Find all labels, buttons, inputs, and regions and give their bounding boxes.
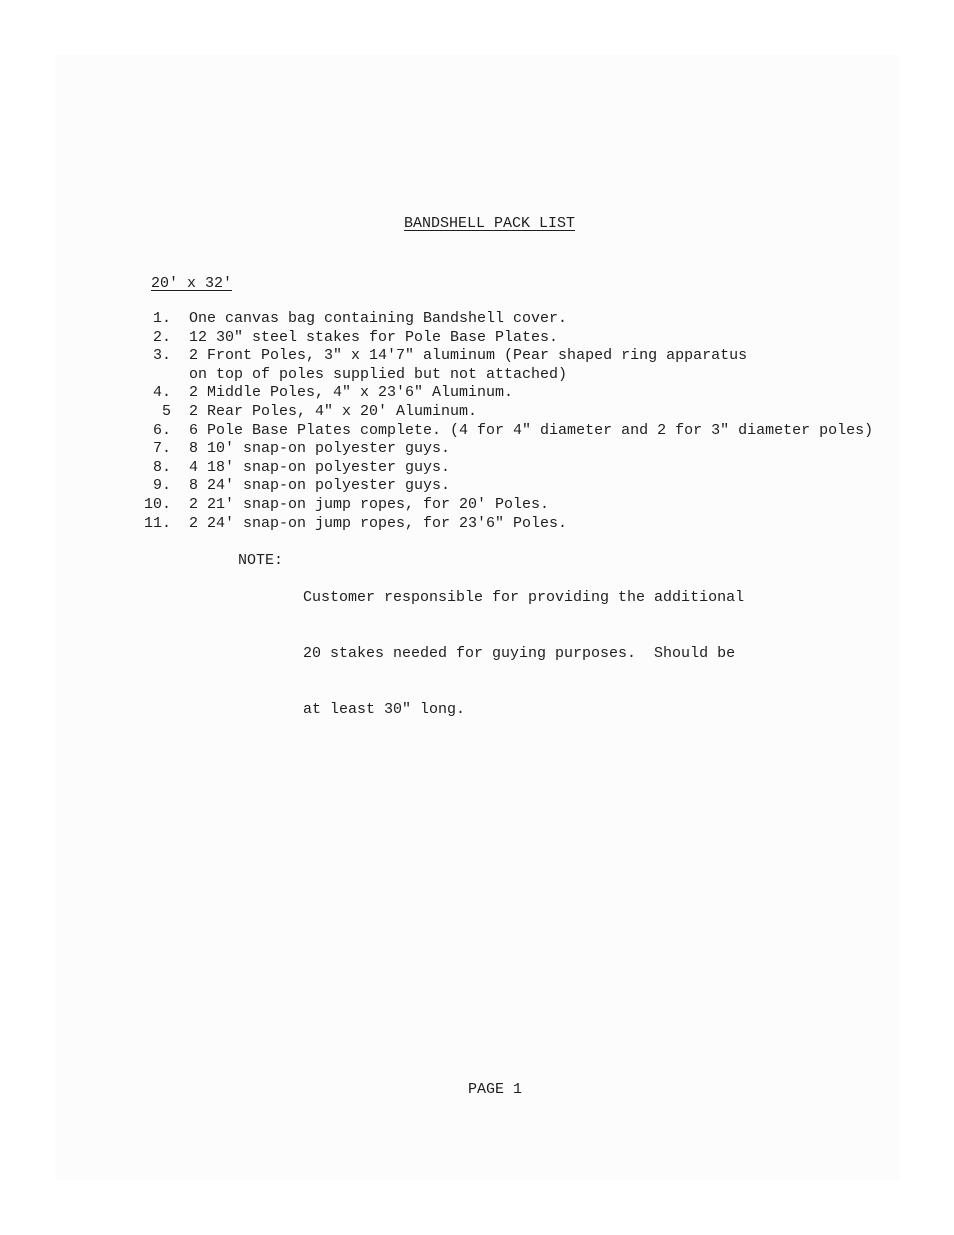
item-text: on top of poles supplied but not attached)	[189, 365, 568, 383]
list-item-continuation	[138, 366, 898, 385]
item-text: 4 18' snap-on polyester guys.	[189, 458, 451, 476]
item-text: 2 Front Poles, 3" x 14'7" aluminum (Pear shaped ring apparatus	[189, 347, 748, 365]
item-text: 2 21' snap-on jump ropes, for 20' Poles.	[189, 495, 550, 513]
list-item	[138, 422, 898, 441]
list-item	[138, 310, 898, 329]
item-number: 5	[161, 402, 171, 420]
note-text	[303, 552, 744, 757]
item-number: 10.	[143, 495, 171, 513]
list-item	[138, 515, 898, 534]
note-line: Customer responsible for providing the additional	[303, 589, 745, 607]
list-item	[138, 477, 898, 496]
note-line: 20 stakes needed for guying purposes. Should be	[303, 644, 736, 662]
item-text: 2 24' snap-on jump ropes, for 23'6" Poles.	[189, 514, 568, 532]
item-text: 12 30" steel stakes for Pole Base Plates.	[189, 328, 559, 346]
document-title: BANDSHELL PACK LIST	[404, 215, 576, 232]
item-text: 8 24' snap-on polyester guys.	[189, 477, 451, 495]
page-number: PAGE 1	[468, 1081, 523, 1098]
pack-list	[138, 310, 898, 533]
item-number: 7.	[152, 440, 171, 458]
list-item	[138, 440, 898, 459]
note-line: at least 30" long.	[303, 700, 466, 718]
item-number: 3.	[152, 347, 171, 365]
note-block	[238, 552, 744, 757]
item-number: 4.	[152, 384, 171, 402]
list-item	[138, 496, 898, 515]
item-text: One canvas bag containing Bandshell cover.	[189, 310, 568, 327]
item-text: 8 10' snap-on polyester guys.	[189, 440, 451, 458]
item-number: 2.	[152, 328, 171, 346]
bandshell-size-heading: 20' x 32'	[151, 275, 233, 292]
list-item	[138, 459, 898, 478]
item-number: 8.	[152, 458, 171, 476]
item-number: 6.	[152, 421, 171, 439]
note-label: NOTE:	[238, 552, 284, 569]
item-number: 1.	[152, 310, 171, 327]
list-item	[138, 384, 898, 403]
list-item	[138, 403, 898, 422]
item-text: 2 Rear Poles, 4" x 20' Aluminum.	[189, 402, 478, 420]
item-number: 9.	[152, 477, 171, 495]
item-text: 2 Middle Poles, 4" x 23'6" Aluminum.	[189, 384, 514, 402]
list-item	[138, 329, 898, 348]
list-item	[138, 347, 898, 366]
item-text: 6 Pole Base Plates complete. (4 for 4" diameter and 2 for 3" diameter poles)	[189, 421, 874, 439]
item-number: 11.	[143, 514, 171, 532]
item-number-blank	[138, 366, 189, 385]
